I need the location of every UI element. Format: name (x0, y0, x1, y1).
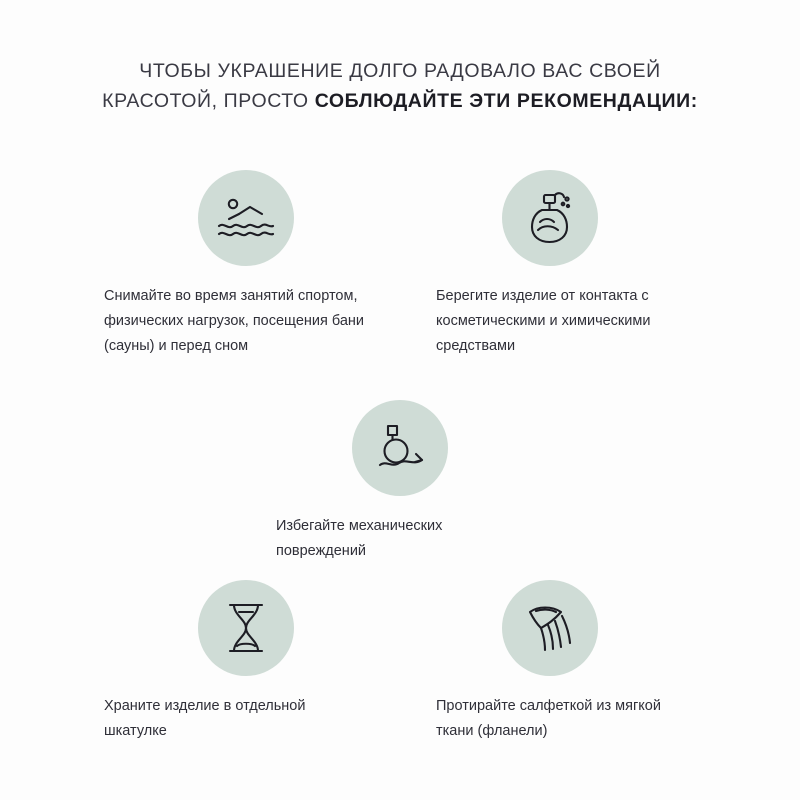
tip-icon-wrap (400, 170, 700, 266)
tip-icon-wrap (250, 400, 550, 496)
title-line-2 (70, 86, 730, 116)
tip-item (96, 170, 396, 359)
title-line-2-normal: КРАСОТОЙ, ПРОСТО (102, 90, 315, 112)
tip-item (400, 170, 700, 359)
tip-caption: Снимайте во время занятий спортом, физических нагрузок, посещения бани (сауны) и перед сном (104, 288, 365, 354)
perfume-bottle-icon (527, 191, 573, 245)
polishing-cloth-icon (524, 602, 576, 654)
tip-item (96, 580, 396, 744)
icon-circle (352, 400, 448, 496)
tip-caption: Избегайте механических повреждений (276, 518, 443, 559)
icon-circle (198, 580, 294, 676)
tip-item (250, 400, 550, 564)
icon-circle (198, 170, 294, 266)
title-line-1: ЧТОБЫ УКРАШЕНИЕ ДОЛГО РАДОВАЛО ВАС СВОЕЙ (139, 60, 661, 82)
icon-circle (502, 170, 598, 266)
page-title (0, 0, 800, 116)
tip-item (400, 580, 700, 744)
ring-scratch-icon (372, 424, 428, 472)
swimming-icon (217, 195, 275, 241)
tip-caption: Храните изделие в отдельной шкатулке (104, 698, 306, 739)
tip-icon-wrap (96, 170, 396, 266)
title-line-2-bold: СОБЛЮДАЙТЕ ЭТИ РЕКОМЕНДАЦИИ: (314, 90, 698, 112)
tip-caption: Протирайте салфеткой из мягкой ткани (фланели) (436, 698, 661, 739)
tip-icon-wrap (400, 580, 700, 676)
tip-icon-wrap (96, 580, 396, 676)
tip-caption: Берегите изделие от контакта с косметическими и химическими средствами (436, 288, 651, 354)
jewelry-box-icon (223, 602, 269, 654)
icon-circle (502, 580, 598, 676)
